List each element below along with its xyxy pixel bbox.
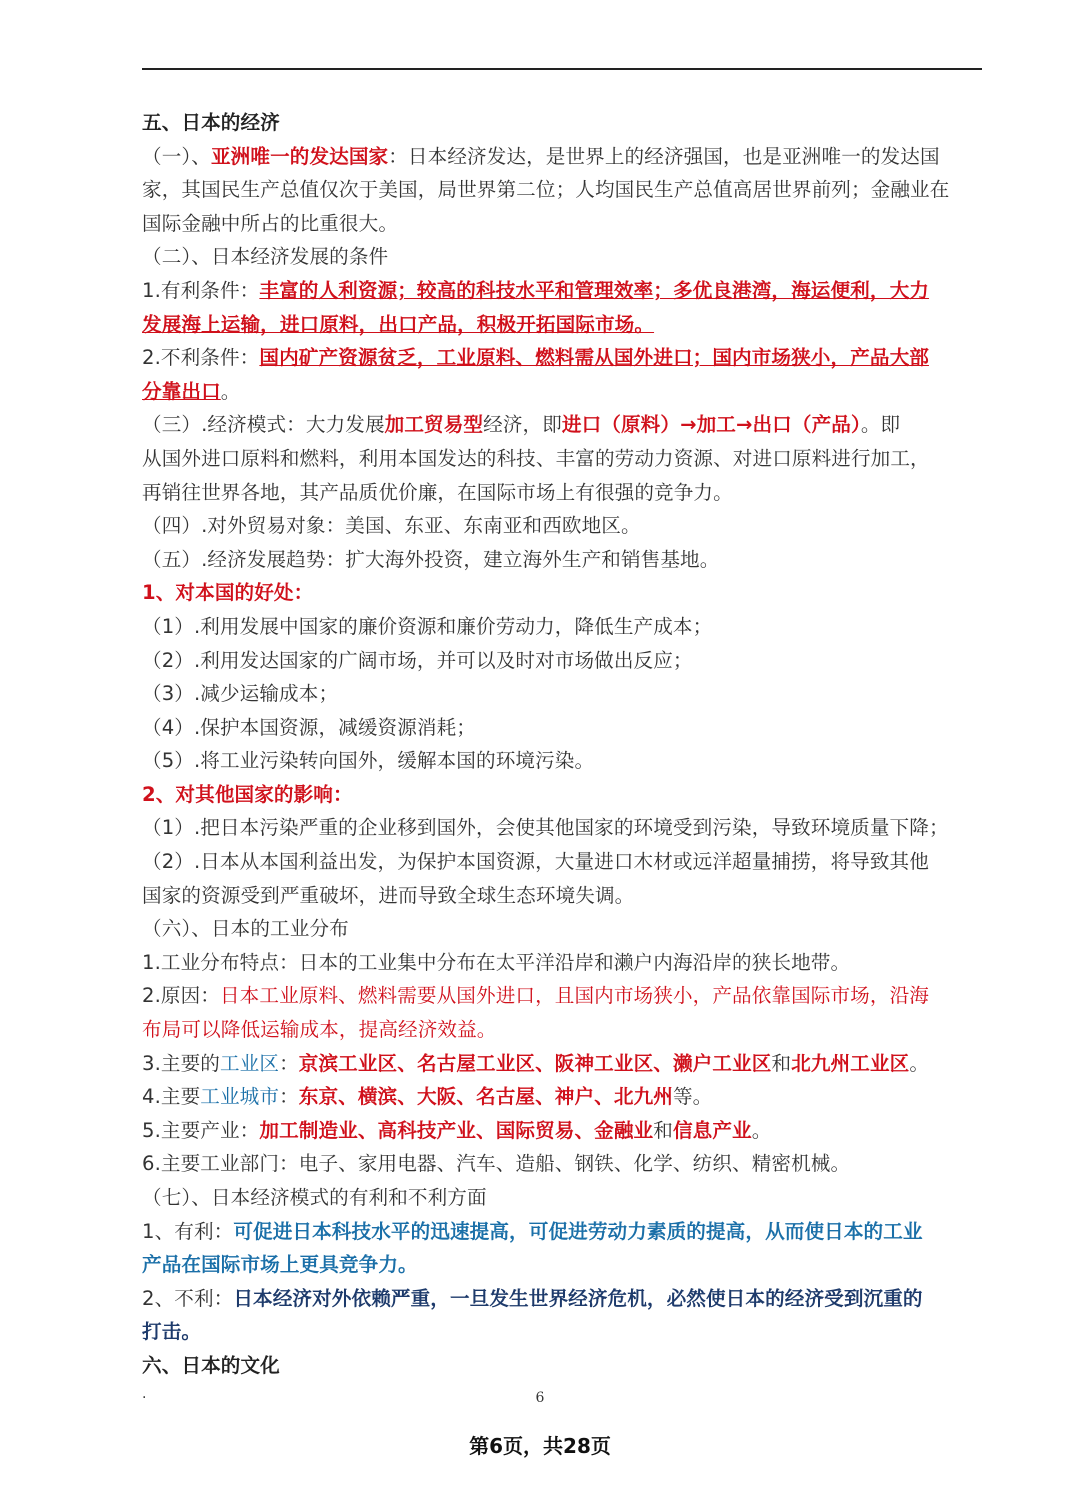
- para-favorable-l2: 发展海上运输，进口原料，出口产品，积极开拓国际市场。: [142, 312, 655, 336]
- effect-item: （2）.日本从本国利益出发，为保护本国资源，大量进口木材或远洋超量捕捞，将导致其他: [142, 850, 929, 874]
- effects-title: 2、对其他国家的影响：: [142, 782, 353, 806]
- benefit-item: （2）.利用发达国家的广阔市场，并可以及时对市场做出反应；: [142, 648, 693, 672]
- highlight-favorable: 丰富的人利资源；较高的科技水平和管理效率；多优良港湾，海运便利，大力: [259, 278, 929, 302]
- para-economic-model: （三）.经济模式：大力发展加工贸易型经济，即进口（原料）→加工→出口（产品）。即: [142, 413, 901, 437]
- page-dot: .: [142, 1386, 147, 1402]
- highlight-unfavorable: 国内矿产资源贫乏，工业原料、燃料需从国外进口；国内市场狭小，产品大部: [259, 346, 929, 370]
- benefit-item: （4）.保护本国资源，减缓资源消耗；: [142, 715, 476, 739]
- subheading-industry: （六）、日本的工业分布: [142, 917, 349, 941]
- highlight-developed-country: 亚洲唯一的发达国家: [210, 144, 389, 168]
- page-number: 6: [535, 1390, 545, 1406]
- section-heading-economy: 五、日本的经济: [142, 111, 280, 134]
- para-trade-partners: （四）.对外贸易对象：美国、东亚、东南亚和西欧地区。: [142, 514, 641, 538]
- section-heading-culture: 六、日本的文化: [142, 1353, 280, 1377]
- para-unfavorable-l2: 分靠出口。: [142, 379, 241, 403]
- industry-sectors: 5.主要产业：加工制造业、高科技产业、国际贸易、金融业和信息产业。: [142, 1118, 772, 1142]
- industry-cities: 4.主要工业城市：东京、横滨、大阪、名古屋、神户、北九州等。: [142, 1085, 713, 1109]
- para-cons-l2: 打击。: [142, 1320, 202, 1344]
- industry-feature: 1.工业分布特点：日本的工业集中分布在太平洋沿岸和濑户内海沿岸的狭长地带。: [142, 950, 851, 974]
- para-unfavorable: 2.不利条件：国内矿产资源贫乏，工业原料、燃料需从国外进口；国内市场狭小，产品大部: [142, 346, 929, 370]
- benefits-title: 1、对本国的好处：: [142, 581, 314, 605]
- industry-reason: 2.原因：日本工业原料、燃料需要从国外进口，且国内市场狭小，产品依靠国际市场，沿海: [142, 984, 929, 1008]
- benefit-item: （5）.将工业污染转向国外，缓解本国的环境污染。: [142, 749, 595, 773]
- page-footer: 第6页，共28页: [469, 1434, 611, 1458]
- para-favorable: 1.有利条件：丰富的人利资源；较高的科技水平和管理效率；多优良港湾，海运便利，大力: [142, 278, 929, 302]
- document-body: [142, 106, 987, 1383]
- para-pros: 1、有利：可促进日本科技水平的迅速提高，可促进劳动力素质的提高，从而使日本的工业: [142, 1219, 923, 1243]
- industry-zones: 3.主要的工业区：京滨工业区、名古屋工业区、阪神工业区、濑户工业区和北九州工业区。: [142, 1051, 930, 1075]
- para-pros-l2: 产品在国际市场上更具竞争力。: [142, 1253, 418, 1277]
- benefit-item: （1）.利用发展中国家的廉价资源和廉价劳动力，降低生产成本；: [142, 614, 713, 638]
- para-trend: （五）.经济发展趋势：扩大海外投资，建立海外生产和销售基地。: [142, 547, 720, 571]
- para-economic-model-l2: 从国外进口原料和燃料，利用本国发达的科技、丰富的劳动力资源、对进口原料进行加工，: [142, 446, 930, 470]
- para-developed-country-l3: 国际金融中所占的比重很大。: [142, 211, 399, 235]
- industry-reason-l2: 布局可以降低运输成本，提高经济效益。: [142, 1018, 497, 1042]
- para-economic-model-l3: 再销往世界各地，其产品质优价廉，在国际市场上有很强的竞争力。: [142, 480, 733, 504]
- industry-departments: 6.主要工业部门：电子、家用电器、汽车、造船、钢铁、化学、纺织、精密机械。: [142, 1152, 851, 1176]
- subheading-pros-cons: （七）、日本经济模式的有利和不利方面: [142, 1186, 487, 1209]
- header-rule: [142, 68, 982, 70]
- subheading-conditions: （二）、日本经济发展的条件: [142, 245, 389, 269]
- effect-item: （1）.把日本污染严重的企业移到国外，会使其他国家的环境受到污染，导致环境质量下降；: [142, 816, 949, 840]
- para-developed-country: （一）、亚洲唯一的发达国家：日本经济发达，是世界上的经济强国，也是亚洲唯一的发达国: [142, 144, 940, 168]
- effect-item-l2: 国家的资源受到严重破坏，进而导致全球生态环境失调。: [142, 883, 635, 907]
- para-developed-country-l2: 家，其国民生产总值仅次于美国，局世界第二位；人均国民生产总值高居世界前列；金融业在: [142, 178, 950, 202]
- para-cons: 2、不利：日本经济对外依赖严重，一旦发生世界经济危机，必然使日本的经济受到沉重的: [142, 1286, 923, 1310]
- benefit-item: （3）.减少运输成本；: [142, 682, 339, 706]
